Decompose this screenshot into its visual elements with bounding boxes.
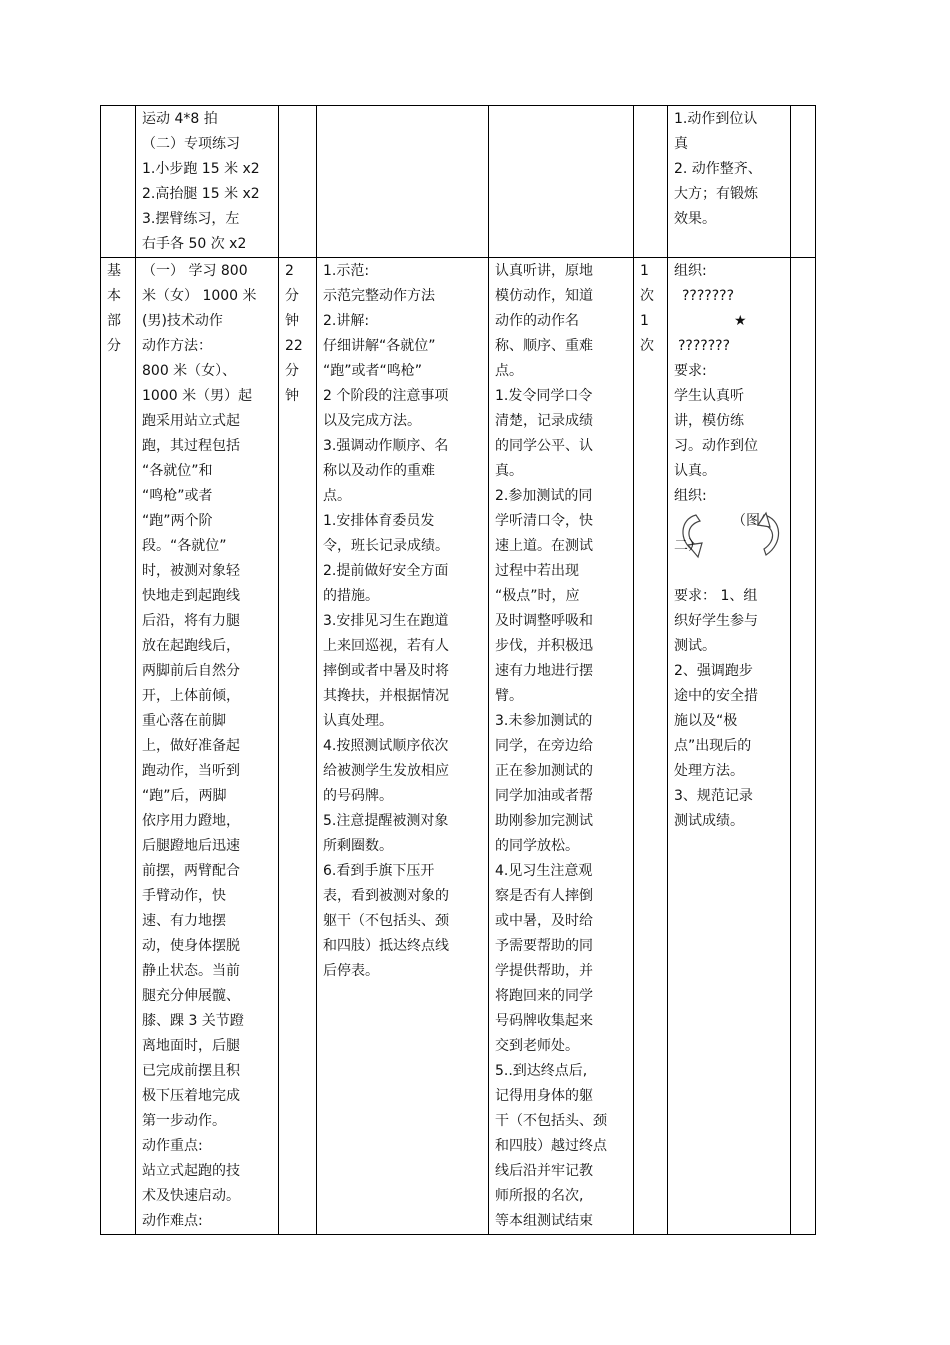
text-line: 米（女） 1000 米 xyxy=(142,288,257,304)
student-cell xyxy=(489,106,634,258)
formation-placeholder: ??????? xyxy=(678,338,731,354)
text-line: 3.摆臂练习，左 xyxy=(142,211,240,227)
text-line: 速有力地进行摆 xyxy=(495,663,593,679)
text-line: 点。 xyxy=(495,363,523,379)
text-line: 后停表。 xyxy=(323,963,379,979)
text-line: 分 xyxy=(285,288,299,304)
text-line: 动作难点: xyxy=(142,1213,203,1229)
text-line: 其搀扶，并根据情况 xyxy=(323,688,449,704)
text-line: 点”出现后的 xyxy=(674,738,752,754)
content-lines xyxy=(142,259,274,1234)
requirements-lines xyxy=(674,584,786,834)
text-line: 施以及“极 xyxy=(674,713,738,729)
text-line: 离地面时，后腿 xyxy=(142,1038,240,1054)
text-line: 开，上体前倾， xyxy=(142,688,240,704)
text-line: (男)技术动作 xyxy=(142,313,223,329)
text-line: 的措施。 xyxy=(323,588,379,604)
text-line: 处理方法。 xyxy=(674,763,744,779)
notes-cell xyxy=(791,258,816,1235)
section-label xyxy=(107,259,131,359)
text-line: 已完成前摆且积 xyxy=(142,1063,240,1079)
text-line: 和四肢）抵达终点线 xyxy=(323,938,449,954)
text-line: 大方；有锻炼 xyxy=(674,186,758,202)
text-line: 极下压着地完成 xyxy=(142,1088,240,1104)
teacher-activity-lines xyxy=(323,259,484,984)
text-line: 1 xyxy=(640,313,649,329)
req-label: 要求: xyxy=(674,363,707,379)
text-line: 次 xyxy=(640,288,654,304)
text-line: 模仿动作，知道 xyxy=(495,288,593,304)
text-line: 次 xyxy=(640,338,654,354)
text-line: 速上道。在测试 xyxy=(495,538,593,554)
org-label: 组织: xyxy=(674,488,707,504)
requirements-cell xyxy=(668,106,791,258)
count-lines xyxy=(640,259,663,359)
text-line: 线后沿并牢记教 xyxy=(495,1163,593,1179)
text-line: 放在起跑线后， xyxy=(142,638,240,654)
text-line: （一） 学习 800 xyxy=(142,263,248,279)
text-line: 钟 xyxy=(285,313,299,329)
text-line: 术及快速启动。 xyxy=(142,1188,240,1204)
count-cell xyxy=(634,106,668,258)
text-line: 2.讲解: xyxy=(323,313,370,329)
content-cell xyxy=(136,258,279,1235)
text-line: 称以及动作的重难 xyxy=(323,463,435,479)
text-line: “各就位”和 xyxy=(142,463,213,479)
text-line: 上来回巡视，若有人 xyxy=(323,638,449,654)
text-line: 的同学公平、认 xyxy=(495,438,593,454)
text-line: 分 xyxy=(107,338,121,354)
text-line: 5..到达终点后, xyxy=(495,1063,588,1079)
table-row xyxy=(101,106,816,258)
text-line: 站立式起跑的技 xyxy=(142,1163,240,1179)
text-line: 2、强调跑步 xyxy=(674,663,753,679)
text-line: 予需要帮助的同 xyxy=(495,938,593,954)
text-line: 同学加油或者帮 xyxy=(495,788,593,804)
text-line: 3.安排见习生在跑道 xyxy=(323,613,449,629)
text-line: 测试。 xyxy=(674,638,716,654)
text-line: 前摆，两臂配合 xyxy=(142,863,240,879)
text-line: 基 xyxy=(107,263,121,279)
text-line: 认真听讲，原地 xyxy=(495,263,593,279)
text-line: 2 个阶段的注意事项 xyxy=(323,388,449,404)
text-line: 1.小步跑 15 米 x2 xyxy=(142,161,260,177)
text-line: 钟 xyxy=(285,388,299,404)
text-line: 2 xyxy=(285,263,294,279)
student-cell xyxy=(489,258,634,1235)
text-line: 后沿，将有力腿 xyxy=(142,613,240,629)
text-line: 所剩圈数。 xyxy=(323,838,393,854)
text-line: “跑”后，两脚 xyxy=(142,788,227,804)
text-line: 认真。 xyxy=(674,463,716,479)
text-line: 3.强调动作顺序、名 xyxy=(323,438,449,454)
text-line: 腿充分伸展髋、 xyxy=(142,988,240,1004)
text-line: 交到老师处。 xyxy=(495,1038,579,1054)
text-line: 察是否有人摔倒 xyxy=(495,888,593,904)
text-line: 800 米（女）、 xyxy=(142,363,237,379)
text-line: “极点”时，应 xyxy=(495,588,580,604)
text-line: “跑”或者“鸣枪” xyxy=(323,363,423,379)
text-line: “鸣枪”或者 xyxy=(142,488,213,504)
text-line: 正在参加测试的 xyxy=(495,763,593,779)
text-line: 22 xyxy=(285,338,303,354)
text-line: 运动 4*8 拍 xyxy=(142,111,218,127)
text-line: 2.高抬腿 15 米 x2 xyxy=(142,186,260,202)
text-line: 重心落在前脚 xyxy=(142,713,226,729)
text-line: 摔倒或者中暑及时将 xyxy=(323,663,449,679)
text-line: 动作的动作名 xyxy=(495,313,579,329)
organization-block xyxy=(674,259,786,834)
text-line: 效果。 xyxy=(674,211,716,227)
text-line: 的号码牌。 xyxy=(323,788,393,804)
table-row xyxy=(101,258,816,1235)
student-activity-lines xyxy=(495,259,629,1234)
text-line: 快地走到起跑线 xyxy=(142,588,240,604)
text-line: 及时调整呼吸和 xyxy=(495,613,593,629)
text-line: 躯干（不包括头、颈 xyxy=(323,913,449,929)
text-line: 记得用身体的躯 xyxy=(495,1088,593,1104)
text-line: 等本组测试结束 xyxy=(495,1213,593,1229)
time-cell xyxy=(279,106,317,258)
text-line: 1.动作到位认 xyxy=(674,111,758,127)
teacher-star-icon: ★ xyxy=(734,313,747,329)
curved-arrow-right-icon xyxy=(756,511,788,561)
text-line: 认真处理。 xyxy=(323,713,393,729)
text-line: 将跑回来的同学 xyxy=(495,988,593,1004)
notes-cell xyxy=(791,106,816,258)
text-line: （二）专项练习 xyxy=(142,136,240,152)
text-line: 臂。 xyxy=(495,688,523,704)
text-line: 同学，在旁边给 xyxy=(495,738,593,754)
text-line: 右手各 50 次 x2 xyxy=(142,236,247,252)
text-line: 习。动作到位 xyxy=(674,438,758,454)
time-cell xyxy=(279,258,317,1235)
section-cell xyxy=(101,106,136,258)
content-cell xyxy=(136,106,279,258)
organization-cell xyxy=(668,258,791,1235)
text-line: 示范完整动作方法 xyxy=(323,288,435,304)
content-lines xyxy=(142,107,274,257)
text-line: 真 xyxy=(674,136,688,152)
text-line: 仔细讲解“各就位” xyxy=(323,338,436,354)
text-line: 织好学生参与 xyxy=(674,613,758,629)
formation-figure xyxy=(674,509,786,584)
time-lines xyxy=(285,259,312,409)
text-line: 号码牌收集起来 xyxy=(495,1013,593,1029)
text-line: 以及完成方法。 xyxy=(323,413,421,429)
text-line: 3、规范记录 xyxy=(674,788,753,804)
text-line: 称、顺序、重难 xyxy=(495,338,593,354)
text-line: 师所报的名次, xyxy=(495,1188,584,1204)
text-line: 2.参加测试的同 xyxy=(495,488,593,504)
text-line: 时，被测对象轻 xyxy=(142,563,240,579)
text-line: 后腿蹬地后迅速 xyxy=(142,838,240,854)
text-line: 跑动作，当听到 xyxy=(142,763,240,779)
text-line: 测试成绩。 xyxy=(674,813,744,829)
text-line: 表，看到被测对象的 xyxy=(323,888,449,904)
text-line: 1.安排体育委员发 xyxy=(323,513,435,529)
text-line: 真。 xyxy=(495,463,523,479)
text-line: 点。 xyxy=(323,488,351,504)
teacher-cell xyxy=(317,106,489,258)
text-line: 静止状态。当前 xyxy=(142,963,240,979)
section-cell xyxy=(101,258,136,1235)
text-line: 动，使身体摆脱 xyxy=(142,938,240,954)
text-line: 1000 米（男）起 xyxy=(142,388,253,404)
text-line: 1.发令同学口令 xyxy=(495,388,593,404)
text-line: 途中的安全措 xyxy=(674,688,758,704)
count-cell xyxy=(634,258,668,1235)
text-line: 手臂动作，快 xyxy=(142,888,226,904)
text-line: 给被测学生发放相应 xyxy=(323,763,449,779)
text-line: 学听清口令，快 xyxy=(495,513,593,529)
text-line: 干（不包括头、颈 xyxy=(495,1113,607,1129)
text-line: 4.按照测试顺序依次 xyxy=(323,738,449,754)
text-line: 要求： 1、组 xyxy=(674,588,758,604)
text-line: 段。“各就位” xyxy=(142,538,227,554)
text-line: 学提供帮助，并 xyxy=(495,963,593,979)
text-line: 第一步动作。 xyxy=(142,1113,226,1129)
text-line: 动作方法： xyxy=(142,338,212,354)
text-line: 1 xyxy=(640,263,649,279)
text-line: 6.看到手旗下压开 xyxy=(323,863,435,879)
text-line: 令，班长记录成绩。 xyxy=(323,538,449,554)
org-label: 组织: xyxy=(674,263,707,279)
lesson-plan-table xyxy=(100,105,816,1235)
text-line: 速、有力地摆 xyxy=(142,913,226,929)
text-line: 部 xyxy=(107,313,121,329)
text-line: “跑”两个阶 xyxy=(142,513,213,529)
text-line: 或中暑，及时给 xyxy=(495,913,593,929)
text-line: 跑采用站立式起 xyxy=(142,413,240,429)
requirements-lines xyxy=(674,384,786,484)
requirements-lines xyxy=(674,107,786,232)
text-line: 动作重点: xyxy=(142,1138,203,1154)
figure-label: 二） xyxy=(674,538,702,554)
text-line: 依序用力蹬地， xyxy=(142,813,240,829)
text-line: 1.示范: xyxy=(323,263,370,279)
text-line: 步伐，并积极迅 xyxy=(495,638,593,654)
text-line: 和四肢）越过终点 xyxy=(495,1138,607,1154)
text-line: 膝、踝 3 关节蹬 xyxy=(142,1013,244,1029)
text-line: 上，做好准备起 xyxy=(142,738,240,754)
text-line: 过程中若出现 xyxy=(495,563,579,579)
text-line: 4.见习生注意观 xyxy=(495,863,593,879)
teacher-cell xyxy=(317,258,489,1235)
text-line: 清楚，记录成绩 xyxy=(495,413,593,429)
text-line: 2. 动作整齐、 xyxy=(674,161,762,177)
text-line: 分 xyxy=(285,363,299,379)
text-line: 本 xyxy=(107,288,121,304)
text-line: 2.提前做好安全方面 xyxy=(323,563,449,579)
text-line: 跑，其过程包括 xyxy=(142,438,240,454)
figure-label: （图 xyxy=(732,513,760,529)
text-line: 讲，模仿练 xyxy=(674,413,744,429)
text-line: 学生认真听 xyxy=(674,388,744,404)
text-line: 两脚前后自然分 xyxy=(142,663,240,679)
text-line: 的同学放松。 xyxy=(495,838,579,854)
text-line: 助刚参加完测试 xyxy=(495,813,593,829)
text-line: 3.未参加测试的 xyxy=(495,713,593,729)
text-line: 5.注意提醒被测对象 xyxy=(323,813,449,829)
formation-placeholder: ??????? xyxy=(682,288,735,304)
